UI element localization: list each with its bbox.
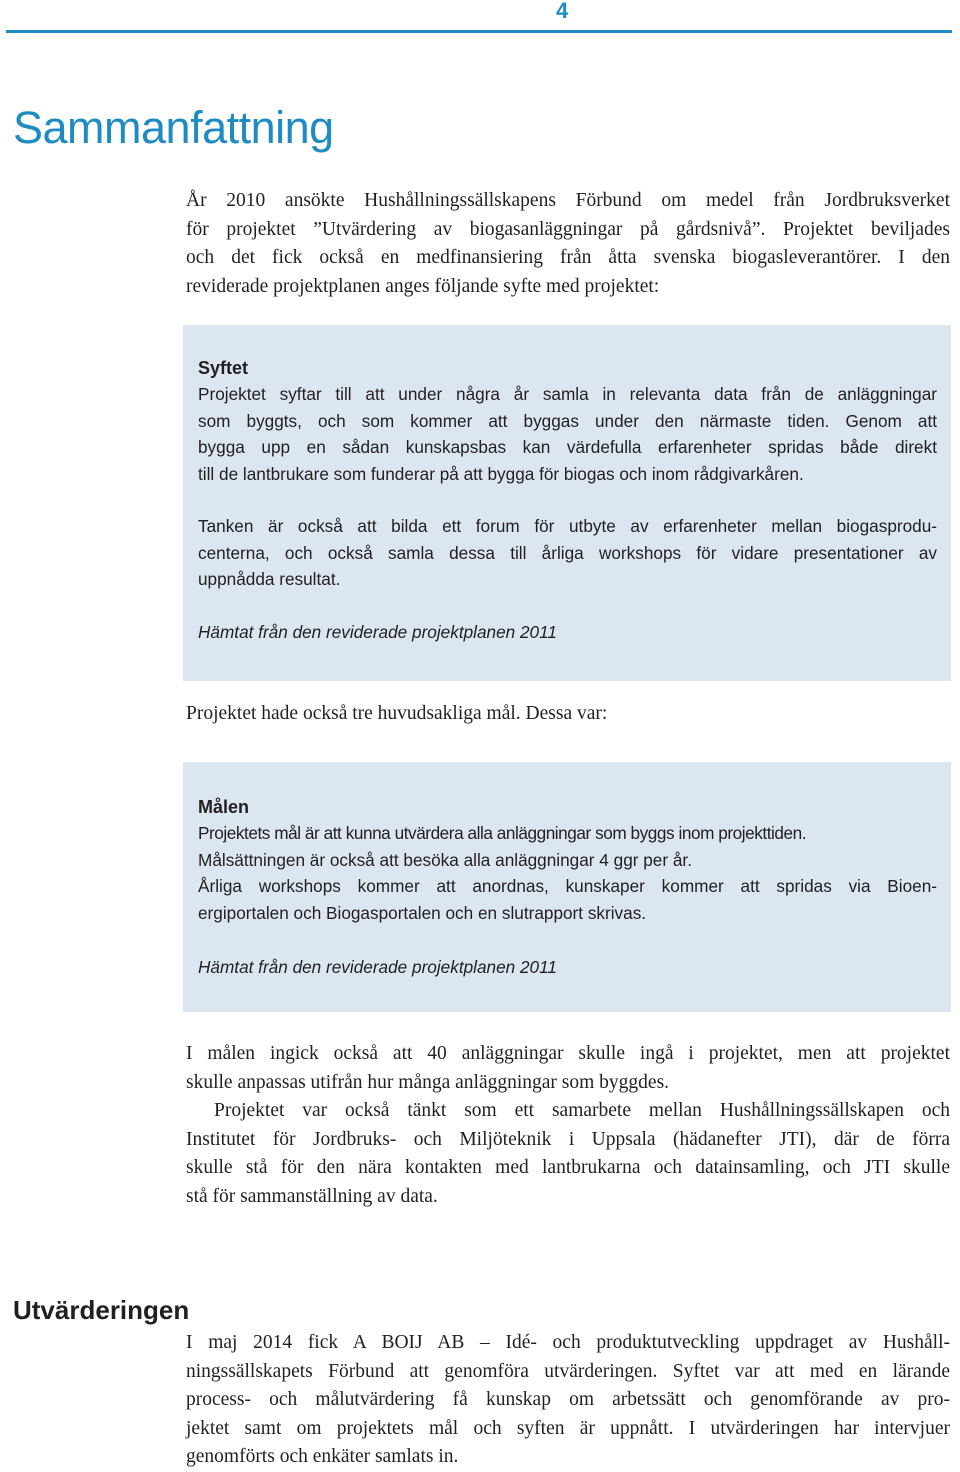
syfte-line: uppnådda resultat. [198, 569, 341, 589]
syfte-line: Projektet syftar till att under några år samla in relevanta data från de anläggningar [198, 384, 937, 404]
syfte-line: bygga upp en sådan kunskapsbas kan värdefulla erfarenheter spridas både direkt [198, 437, 937, 457]
syfte-line: till de lantbrukare som funderar på att bygga för biogas och inom rådgivarkåren. [198, 463, 804, 484]
text-line: process- och målutvärdering få kunskap om arbetssätt och genomförande av pro- [186, 1389, 950, 1410]
intro-line: och det fick också en medfinansiering från åtta svenska biogasleverantörer. I den [186, 247, 950, 268]
mal-line: Årliga workshops kommer att anordnas, kunskaper kommer att spridas via Bioen- [198, 876, 937, 896]
page-title: Sammanfattning [13, 102, 334, 153]
mal-title: Målen [198, 797, 250, 817]
mal-source: Hämtat från den reviderade projektplanen 2011 [198, 957, 557, 977]
text-line: skulle anpassas utifrån hur många anläggningar som byggdes. [186, 1071, 670, 1093]
text-line: skulle stå för den nära kontakten med lantbrukarna och datainsamling, och JTI skulle [186, 1157, 950, 1178]
mal-line: ergiportalen och Biogasportalen och en slutrapport skrivas. [198, 902, 647, 923]
header-rule [6, 30, 952, 33]
text-line: I målen ingick också att 40 anläggningar skulle ingå i projektet, men att projektet [186, 1043, 950, 1064]
text-line: Projektet var också tänkt som ett samarbete mellan Hushållningssällskapen och [214, 1100, 950, 1121]
page-number: 4 [556, 0, 569, 23]
intro-line: År 2010 ansökte Hushållningssällskapens Förbund om medel från Jordbruksverket [186, 190, 950, 211]
intro-line: reviderade projektplanen anges följande syfte med projektet: [186, 275, 660, 297]
after-mal-paragraph [186, 1040, 950, 1097]
syfte-source: Hämtat från den reviderade projektplanen 2011 [198, 621, 557, 642]
text-line: jektet samt om projektets mål och syften är uppnått. I utvärderingen har intervjuer [186, 1417, 950, 1439]
text-line: I maj 2014 fick A BOIJ AB – Idé- och produktutveckling uppdraget av Hushåll- [186, 1332, 950, 1353]
syfte-line: Tanken är också att bilda ett forum för utbyte av erfarenheter mellan biogasprodu- [198, 516, 937, 536]
mal-line: Målsättningen är också att besöka alla anläggningar 4 ggr per år. [198, 849, 692, 870]
syfte-box [183, 325, 951, 681]
intro-paragraph [186, 187, 950, 301]
syfte-line: centerna, och också samla dessa till årliga workshops för vidare presentationer av [198, 542, 937, 563]
syfte-line: som byggts, och som kommer att byggas under den närmaste tiden. Genom att [198, 410, 937, 431]
mal-text [198, 820, 937, 926]
section-heading-utvarderingen: Utvärderingen [13, 1295, 190, 1325]
text-line: Institutet för Jordbruks- och Miljöteknik i Uppsala (hädanefter JTI), där de förra [186, 1128, 950, 1150]
samarbete-paragraph [186, 1097, 950, 1211]
mal-line: Projektets mål är att kunna utvärdera alla anläggningar som byggs inom projekttiden. [198, 823, 807, 843]
intro-line: för projektet ”Utvärdering av biogasanläggningar på gårdsnivå”. Projektet beviljades [186, 218, 950, 240]
text-line: ningssällskapets Förbund att genomföra utvärderingen. Syftet var att med en lärande [186, 1360, 950, 1382]
syfte-paragraph-1 [198, 381, 937, 487]
mal-intro: Projektet hade också tre huvudsakliga mål. Dessa var: [186, 703, 608, 724]
mal-box [183, 762, 951, 1012]
syfte-title: Syftet [198, 358, 249, 378]
text-line: genomförts och enkäter samlats in. [186, 1446, 459, 1467]
utvarderingen-paragraph [186, 1329, 950, 1472]
syfte-paragraph-2 [198, 513, 937, 593]
text-line: stå för sammanställning av data. [186, 1185, 438, 1207]
